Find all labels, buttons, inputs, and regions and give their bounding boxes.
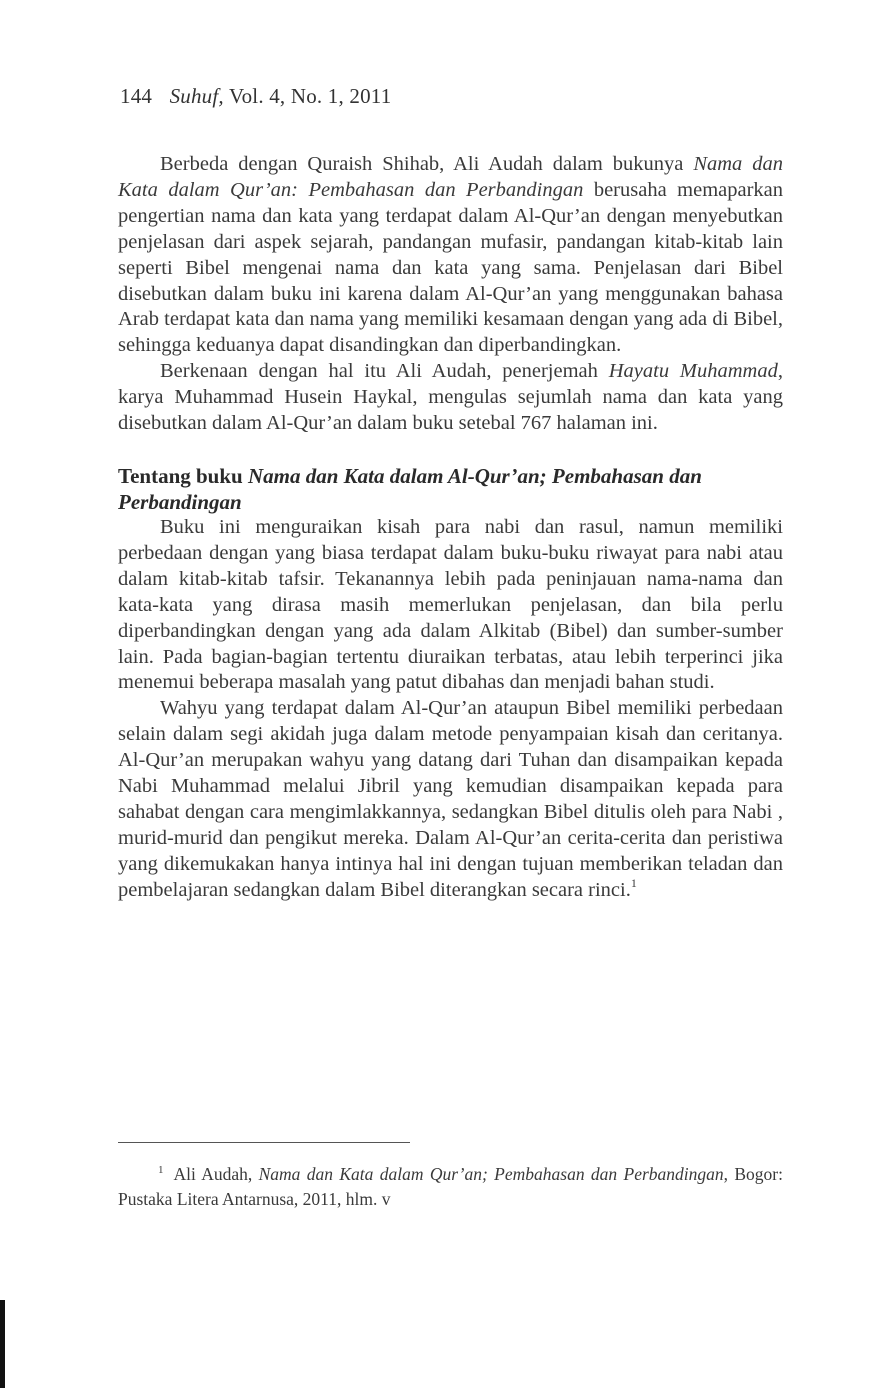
paragraph-2-book-title: Hayatu Muhammad xyxy=(608,360,778,383)
paragraph-1 xyxy=(118,152,783,359)
journal-volume: Vol. 4, No. 1, 2011 xyxy=(228,84,392,108)
paragraph-4-text: Wahyu yang terdapat dalam Al-Qur’an ataupun Bibel memiliki perbedaan selain dalam segi akidah juga dalam metode penyampaian kisah dan ceritanya. Al-Qur’an merupakan wahyu yang datang dari Tuhan dan disampaikan kepada Nabi Muhammad melalui Jibril yang kemudian disampaikan kepada para sahabat dengan cara mengimlakkannya, sedangkan Bibel ditulis oleh para Nabi , murid-murid dan pengikut mereka. Dalam Al-Qur’an cerita-cerita dan peristiwa yang dikemukakan hanya intinya hal ini dengan tujuan memberikan teladan dan pembelajaran sedangkan dalam Bibel diterangkan secara rinci. xyxy=(118,697,783,901)
footnote-title: Nama dan Kata dalam Qur’an; Pembahasan dan Perbandingan xyxy=(258,1164,724,1184)
journal-name: Suhuf, xyxy=(169,84,224,108)
paragraph-2 xyxy=(118,359,783,437)
section-heading xyxy=(118,463,783,515)
footnote xyxy=(118,1158,783,1212)
paragraph-1-text-b: berusaha memaparkan pengertian nama dan kata yang terdapat dalam Al-Qur’an dengan menyebutkan penjelasan dari aspek sejarah, pandangan mufasir, pandangan kitab-kitab lain seperti Bibel mengenai nama dan kata yang sama. Penjelasan dari Bibel disebutkan dalam buku ini karena dalam Al-Qur’an yang menggunakan bahasa Arab terdapat kata dan nama yang memiliki kesamaan dengan yang ada di Bibel, sehingga keduanya dapat disandingkan dan diperbandingkan. xyxy=(118,178,784,357)
paragraph-3: Buku ini menguraikan kisah para nabi dan rasul, namun memiliki perbedaan dengan yang biasa terdapat dalam buku-buku riwayat para nabi atau dalam kitab-kitab tafsir. Tekanannya lebih pada peninjauan nama-nama dan kata-kata yang dirasa masih memerlukan penjelasan, dan bila perlu diperbandingkan dengan yang ada dalam Alkitab (Bibel) dan sumber-sumber lain. Pada bagian-bagian tertentu diuraikan terbatas, atau lebih terperinci jika menemui beberapa masalah yang patut dibahas dan menjadi bahan studi. xyxy=(118,515,783,694)
paragraph-1-text-a: Berbeda dengan Quraish Shihab, Ali Audah dalam bukunya xyxy=(160,153,694,175)
footnote-mark: 1 xyxy=(158,1164,164,1176)
section-heading-prefix: Tentang buku xyxy=(118,463,248,488)
footnote-reference[interactable]: 1 xyxy=(630,875,637,890)
footnote-publication: , Bogor: Pustaka Litera Antarnusa, 2011, hlm. v xyxy=(118,1164,783,1209)
paragraph-4 xyxy=(118,696,783,903)
footnote-separator xyxy=(118,1142,410,1143)
paragraph-2-text-b: , karya Muhammad Husein Haykal, mengulas sejumlah nama dan kata yang disebutkan dalam Al-Qur’an dalam buku setebal 767 halaman ini. xyxy=(118,360,783,435)
section-spacer xyxy=(118,437,783,463)
paragraph-1-book-title: Nama dan Kata dalam Qur’an: Pembahasan dan Perbandingan xyxy=(118,153,783,201)
scan-edge-mark xyxy=(0,1300,5,1388)
section-heading-title: Nama dan Kata dalam Al-Qur’an; Pembahasan dan Perbandingan xyxy=(118,463,702,514)
page-number: 144 xyxy=(120,84,153,108)
main-text xyxy=(118,152,783,904)
running-header xyxy=(120,84,391,109)
paragraph-2-text-a: Berkenaan dengan hal itu Ali Audah, penerjemah xyxy=(160,360,609,383)
footnote-author: Ali Audah, xyxy=(173,1164,259,1184)
